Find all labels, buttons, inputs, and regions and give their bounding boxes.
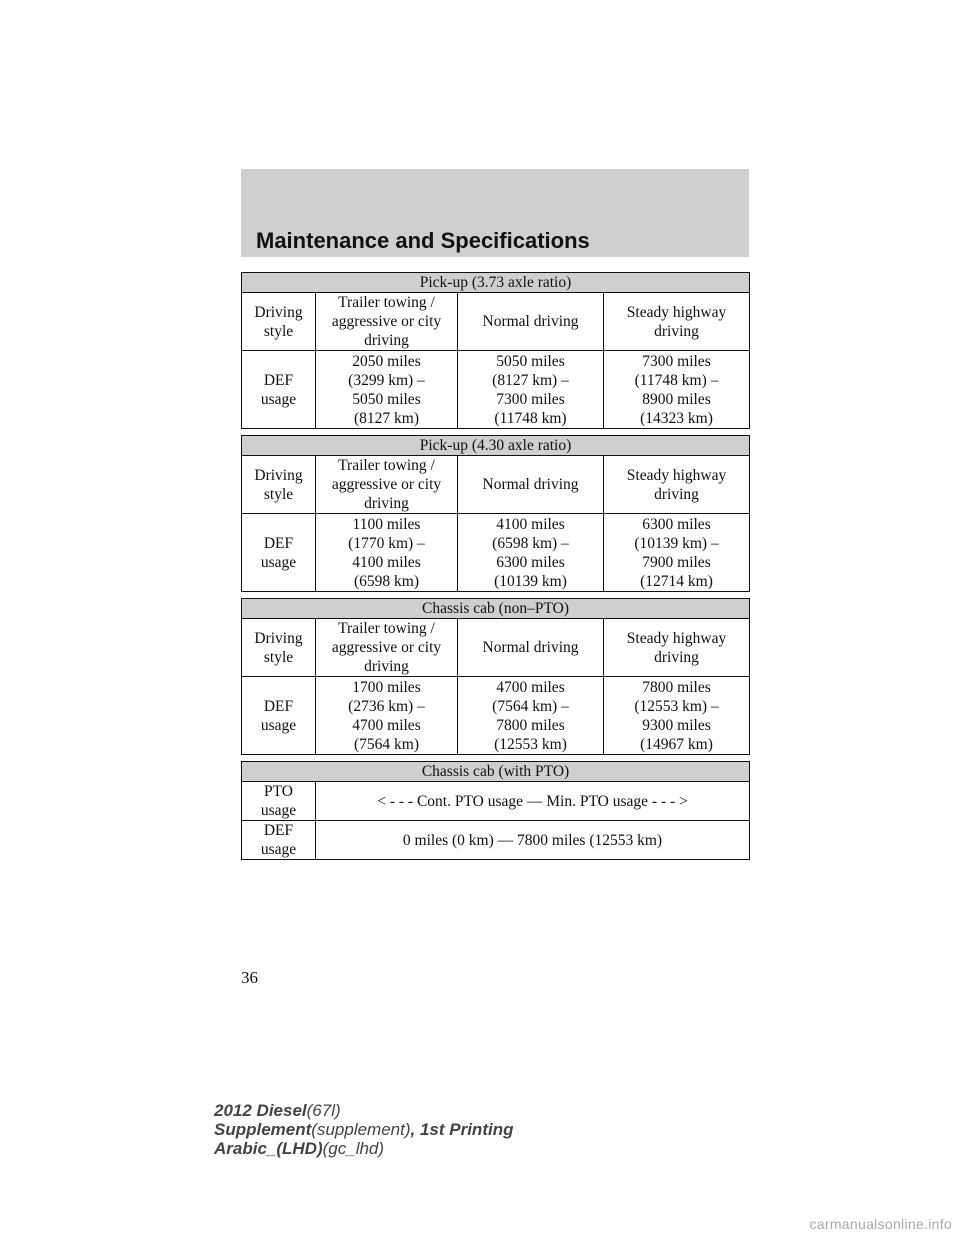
row-label-def-usage: DEF usage <box>242 677 316 755</box>
table-cell: 5050 miles (8127 km) – 7300 miles (11748 km) <box>458 351 604 429</box>
table-cell: Trailer towing / aggressive or city driving <box>316 456 458 514</box>
table-cell: Normal driving <box>458 619 604 677</box>
def-table-pickup-373 <box>241 272 750 429</box>
table-cell: 7800 miles (12553 km) – 9300 miles (14967 km) <box>604 677 750 755</box>
row-label-def-usage: DEF usage <box>242 821 316 860</box>
footer-printing: , 1st Printing <box>410 1120 514 1139</box>
table-cell: 1700 miles (2736 km) – 4700 miles (7564 km) <box>316 677 458 755</box>
def-table-chassis-non-pto <box>241 598 750 755</box>
page-number: 36 <box>241 968 258 987</box>
table-cell: Normal driving <box>458 456 604 514</box>
table-cell: Steady highway driving <box>604 619 750 677</box>
section-title: Maintenance and Specifications <box>256 228 590 253</box>
row-label-pto-usage: PTO usage <box>242 782 316 821</box>
row-label-def-usage: DEF usage <box>242 514 316 592</box>
table-caption: Pick-up (3.73 axle ratio) <box>242 273 750 293</box>
row-label-driving-style: Driving style <box>242 619 316 677</box>
row-label-driving-style: Driving style <box>242 456 316 514</box>
row-label-driving-style: Driving style <box>242 293 316 351</box>
table-cell: 4700 miles (7564 km) – 7800 miles (12553 km) <box>458 677 604 755</box>
table-caption: Chassis cab (with PTO) <box>242 762 750 782</box>
table-caption: Chassis cab (non–PTO) <box>242 599 750 619</box>
table-cell: 2050 miles (3299 km) – 5050 miles (8127 km) <box>316 351 458 429</box>
table-cell: 6300 miles (10139 km) – 7900 miles (12714 km) <box>604 514 750 592</box>
footer-market: Arabic_(LHD) <box>214 1139 323 1158</box>
table-cell: < - - - Cont. PTO usage — Min. PTO usage - - - > <box>316 782 750 821</box>
site-watermark[interactable]: carmanualsonline.info <box>809 1216 952 1232</box>
footer-doc-code: (supplement) <box>311 1120 411 1139</box>
table-cell: 4100 miles (6598 km) – 6300 miles (10139 km) <box>458 514 604 592</box>
footer-model-code: (67l) <box>306 1101 341 1120</box>
table-cell: 1100 miles (1770 km) – 4100 miles (6598 km) <box>316 514 458 592</box>
table-cell: 0 miles (0 km) — 7800 miles (12553 km) <box>316 821 750 860</box>
def-table-chassis-with-pto <box>241 761 750 860</box>
footer-market-code: (gc_lhd) <box>322 1139 385 1158</box>
table-cell: Steady highway driving <box>604 456 750 514</box>
table-cell: 7300 miles (11748 km) – 8900 miles (14323 km) <box>604 351 750 429</box>
row-label-def-usage: DEF usage <box>242 351 316 429</box>
table-cell: Steady highway driving <box>604 293 750 351</box>
print-footer <box>214 1101 513 1158</box>
table-cell: Trailer towing / aggressive or city driving <box>316 293 458 351</box>
footer-doc-type: Supplement <box>214 1120 312 1139</box>
def-table-pickup-430 <box>241 435 750 592</box>
table-caption: Pick-up (4.30 axle ratio) <box>242 436 750 456</box>
table-cell: Trailer towing / aggressive or city driving <box>316 619 458 677</box>
table-cell: Normal driving <box>458 293 604 351</box>
footer-model: 2012 Diesel <box>214 1101 307 1120</box>
